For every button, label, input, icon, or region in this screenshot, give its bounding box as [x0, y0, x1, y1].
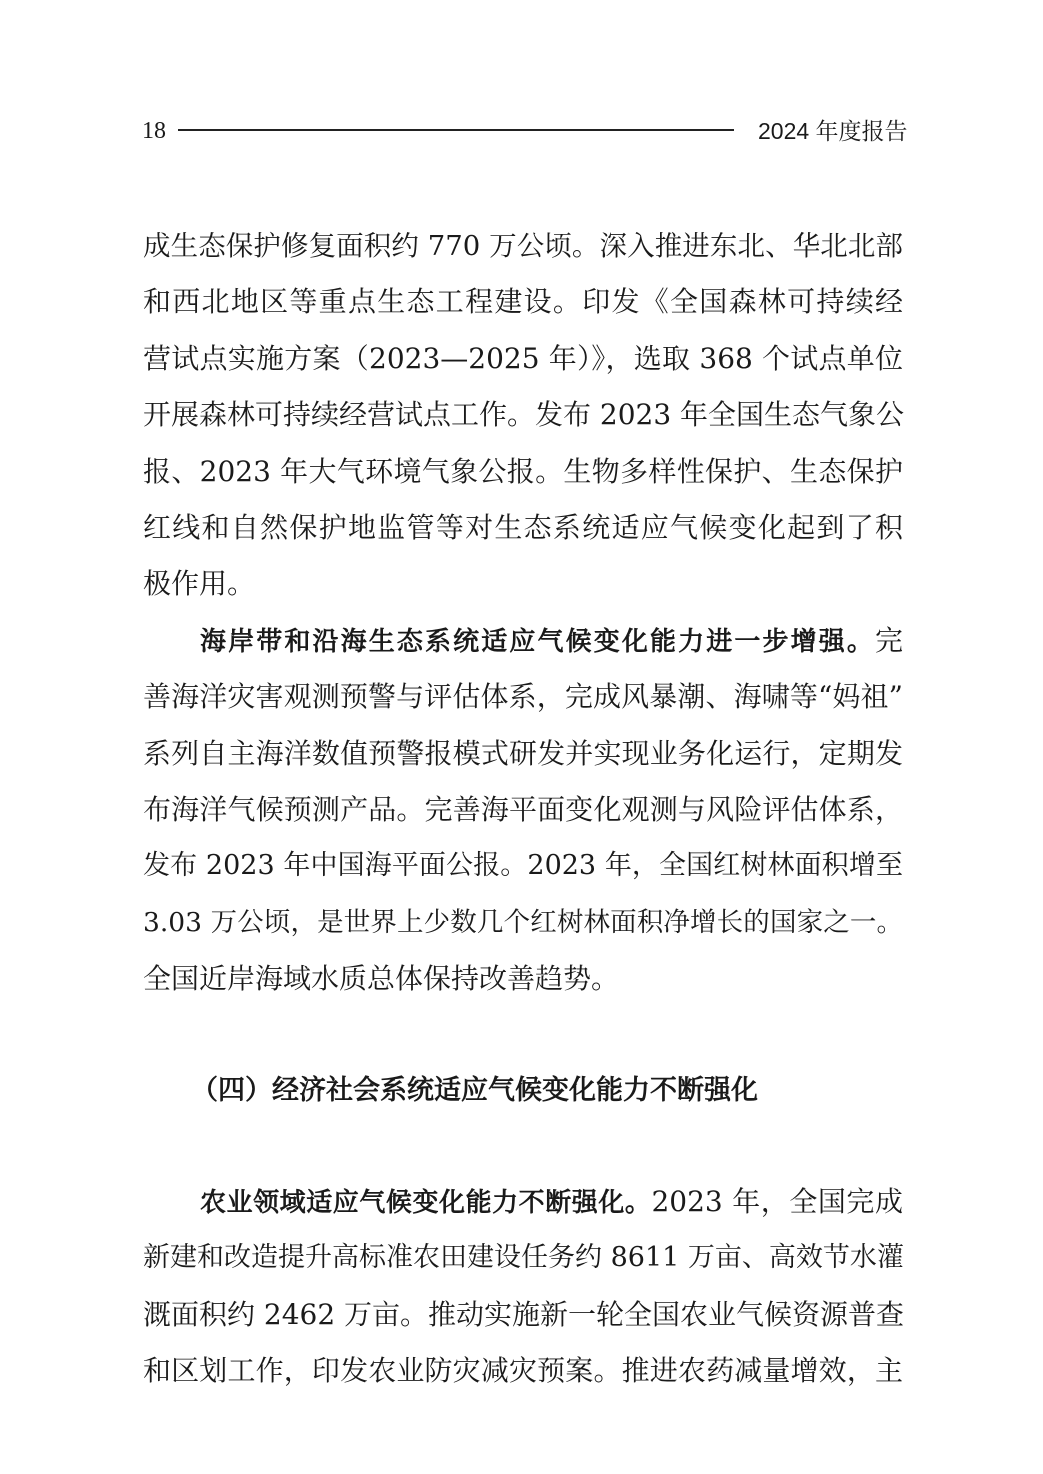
paragraph-lead: 海岸带和沿海生态系统适应气候变化能力进一步增强。 — [200, 626, 875, 657]
text-line: 和区划工作，印发农业防灾减灾预案。推进农药减量增效，主 — [143, 1354, 903, 1388]
text-line: 发布 2023 年中国海平面公报。2023 年，全国红树林面积增至 — [143, 850, 903, 882]
text-line: 红线和自然保护地监管等对生态系统适应气候变化起到了积 — [143, 510, 903, 544]
text-line: 营试点实施方案（2023—2025 年）》，选取 368 个试点单位 — [143, 341, 903, 375]
text-line: 成生态保护修复面积约 770 万公顷。深入推进东北、华北北部 — [143, 230, 903, 262]
text-line: 3.03 万公顷，是世界上少数几个红树林面积净增长的国家之一。 — [143, 906, 903, 938]
report-title: 2024 年度报告 — [758, 118, 908, 144]
text-line: 和西北地区等重点生态工程建设。印发《全国森林可持续经 — [143, 285, 903, 319]
paragraph-coastal — [143, 613, 903, 1008]
paragraph-lead-rest: 2023 年，全国完成 — [651, 1184, 903, 1218]
text-line: 布海洋气候预测产品。完善海平面变化观测与风险评估体系， — [143, 792, 903, 826]
paragraph-first-line — [143, 1174, 903, 1230]
text-line: 报、2023 年大气环境气象公报。生物多样性保护、生态保护 — [143, 454, 903, 488]
header-rule — [178, 129, 734, 131]
paragraph-agriculture — [143, 1174, 903, 1400]
text-line: 新建和改造提升高标准农田建设任务约 8611 万亩、高效节水灌 — [143, 1242, 904, 1274]
page-number: 18 — [142, 118, 166, 144]
text-line: 极作用。 — [143, 567, 256, 601]
page-body — [143, 218, 903, 1399]
text-line: 全国近岸海域水质总体保持改善趋势。 — [143, 962, 620, 996]
text-line: 系列自主海洋数值预警报模式研发并实现业务化运行，定期发 — [143, 736, 903, 770]
section-heading: （四）经济社会系统适应气候变化能力不断强化 — [191, 1075, 758, 1107]
text-line: 善海洋灾害观测预警与评估体系，完成风暴潮、海啸等“妈祖” — [143, 680, 903, 714]
text-line: 溉面积约 2462 万亩。推动实施新一轮全国农业气候资源普查 — [143, 1297, 905, 1331]
page-header — [0, 0, 1043, 160]
paragraph-ecosystem — [143, 218, 903, 613]
text-line: 开展森林可持续经营试点工作。发布 2023 年全国生态气象公 — [143, 398, 905, 432]
paragraph-lead-rest: 完 — [874, 623, 903, 657]
paragraph-first-line — [143, 613, 903, 669]
paragraph-lead: 农业领域适应气候变化能力不断强化。 — [200, 1187, 652, 1218]
